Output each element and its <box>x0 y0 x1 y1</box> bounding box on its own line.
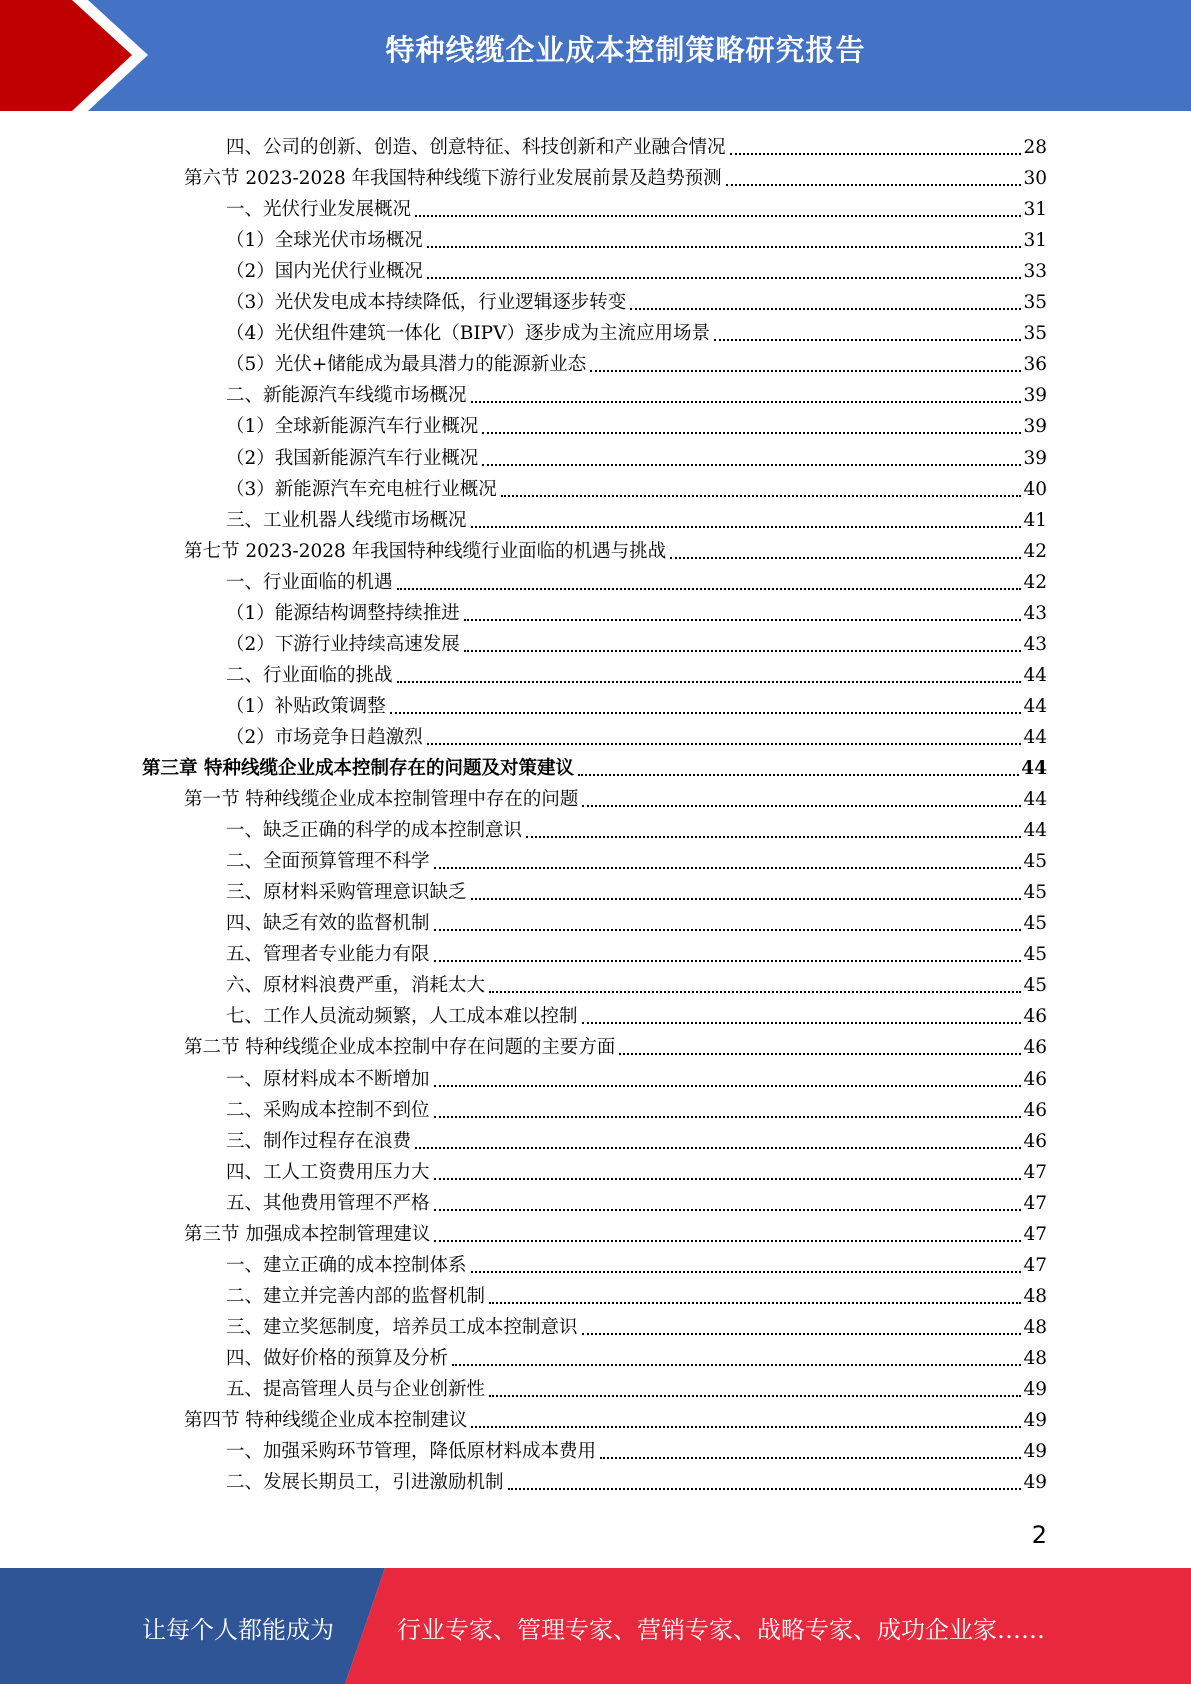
toc-entry-page: 46 <box>1023 1099 1047 1121</box>
toc-entry-page: 47 <box>1023 1223 1047 1245</box>
toc-entry-title: 四、做好价格的预算及分析 <box>226 1347 449 1369</box>
toc-entry-page: 39 <box>1023 447 1047 469</box>
toc-entry-title: 一、行业面临的机遇 <box>226 571 393 593</box>
toc-entry[interactable] <box>184 1401 1047 1432</box>
toc-entry-page: 48 <box>1023 1285 1047 1307</box>
toc-entry-page: 46 <box>1023 1037 1047 1059</box>
toc-entry[interactable] <box>184 532 1047 563</box>
toc-entry-page: 46 <box>1023 1130 1047 1152</box>
toc-leader-dots <box>434 1106 1022 1118</box>
toc-entry-title: （3）光伏发电成本持续降低，行业逻辑逐步转变 <box>226 292 627 314</box>
page-number: 2 <box>1031 1521 1047 1549</box>
toc-entry-title: 一、建立正确的成本控制体系 <box>226 1254 467 1276</box>
toc-leader-dots <box>427 733 1022 745</box>
toc-leader-dots <box>452 1354 1021 1366</box>
toc-entry[interactable] <box>226 1091 1047 1122</box>
toc-entry[interactable] <box>226 1432 1047 1463</box>
toc-entry-page: 47 <box>1023 1192 1047 1214</box>
toc-entry-page: 30 <box>1023 168 1047 190</box>
toc-entry-page: 48 <box>1023 1347 1047 1369</box>
toc-entry[interactable] <box>226 1060 1047 1091</box>
toc-entry-page: 45 <box>1023 913 1047 935</box>
toc-leader-dots <box>434 950 1022 962</box>
toc-entry[interactable] <box>226 314 1047 345</box>
toc-leader-dots <box>582 795 1021 807</box>
toc-entry[interactable] <box>226 1463 1047 1494</box>
toc-entry-page: 45 <box>1023 882 1047 904</box>
toc-entry[interactable] <box>226 718 1047 749</box>
toc-entry[interactable] <box>226 935 1047 966</box>
toc-leader-dots <box>434 1075 1022 1087</box>
toc-leader-dots <box>590 360 1021 372</box>
toc-entry-page: 40 <box>1023 478 1047 500</box>
toc-entry[interactable] <box>226 439 1047 470</box>
footer-slogan-left: 让每个人都能成为 <box>142 1616 334 1644</box>
toc-leader-dots <box>471 888 1022 900</box>
toc-entry[interactable] <box>226 345 1047 376</box>
toc-entry-page: 44 <box>1023 664 1047 686</box>
toc-leader-dots <box>390 702 1022 714</box>
toc-entry[interactable] <box>226 563 1047 594</box>
toc-entry-page: 44 <box>1023 789 1047 811</box>
toc-entry-title: 一、原材料成本不断增加 <box>226 1068 430 1090</box>
toc-entry-title: 三、工业机器人线缆市场概况 <box>226 509 467 531</box>
toc-entry-title: 第七节 2023-2028 年我国特种线缆行业面临的机遇与挑战 <box>184 540 667 562</box>
toc-leader-dots <box>427 267 1022 279</box>
toc-entry[interactable] <box>184 1028 1047 1059</box>
toc-entry-page: 43 <box>1023 602 1047 624</box>
toc-entry-page: 42 <box>1023 540 1047 562</box>
toc-leader-dots <box>434 857 1022 869</box>
toc-entry[interactable] <box>226 407 1047 438</box>
toc-entry-title: （3）新能源汽车充电桩行业概况 <box>226 478 497 500</box>
toc-entry[interactable] <box>226 811 1047 842</box>
toc-entry[interactable] <box>226 128 1047 159</box>
toc-leader-dots <box>427 236 1022 248</box>
toc-entry-title: （1）全球新能源汽车行业概况 <box>226 416 479 438</box>
toc-entry[interactable] <box>226 594 1047 625</box>
toc-entry-page: 36 <box>1023 354 1047 376</box>
header-banner <box>0 0 1191 111</box>
toc-leader-dots <box>578 764 1019 776</box>
toc-leader-dots <box>434 1168 1022 1180</box>
toc-entry-title: （1）补贴政策调整 <box>226 695 386 717</box>
toc-entry[interactable] <box>184 159 1047 190</box>
toc-entry-page: 31 <box>1023 230 1047 252</box>
footer-slogan-right: 行业专家、管理专家、营销专家、战略专家、成功企业家…… <box>397 1616 1045 1644</box>
toc-entry-title: 二、全面预算管理不科学 <box>226 851 430 873</box>
toc-entry-title: 第六节 2023-2028 年我国特种线缆下游行业发展前景及趋势预测 <box>184 168 722 190</box>
toc-entry-title: 一、加强采购环节管理，降低原材料成本费用 <box>226 1441 597 1463</box>
toc-entry-title: 五、其他费用管理不严格 <box>226 1192 430 1214</box>
toc-entry-page: 42 <box>1023 571 1047 593</box>
toc-entry[interactable] <box>226 221 1047 252</box>
toc-leader-dots <box>434 1230 1021 1242</box>
toc-leader-dots <box>471 516 1022 528</box>
toc-entry[interactable] <box>226 1153 1047 1184</box>
toc-leader-dots <box>482 422 1021 434</box>
toc-entry-title: （2）下游行业持续高速发展 <box>226 633 460 655</box>
toc-entry-title: 五、管理者专业能力有限 <box>226 944 430 966</box>
toc-entry-page: 45 <box>1023 851 1047 873</box>
toc-entry[interactable] <box>184 780 1047 811</box>
toc-leader-dots <box>526 826 1021 838</box>
toc-entry-page: 49 <box>1023 1472 1047 1494</box>
toc-entry[interactable] <box>226 501 1047 532</box>
toc-leader-dots <box>726 174 1022 186</box>
toc-entry-title: 第一节 特种线缆企业成本控制管理中存在的问题 <box>184 789 579 811</box>
toc-entry-title: 六、原材料浪费严重，消耗太大 <box>226 975 486 997</box>
toc-leader-dots <box>434 919 1022 931</box>
toc-entry-page: 49 <box>1023 1410 1047 1432</box>
toc-entry-page: 48 <box>1023 1316 1047 1338</box>
toc-leader-dots <box>582 1323 1022 1335</box>
toc-entry[interactable] <box>184 1215 1047 1246</box>
toc-entry[interactable] <box>226 376 1047 407</box>
toc-entry[interactable] <box>226 842 1047 873</box>
toc-entry-page: 43 <box>1023 633 1047 655</box>
toc-entry-title: 五、提高管理人员与企业创新性 <box>226 1379 486 1400</box>
toc-leader-dots <box>464 640 1022 652</box>
toc-entry[interactable] <box>226 625 1047 656</box>
toc-entry-title: 二、建立并完善内部的监督机制 <box>226 1285 486 1307</box>
toc-entry-page: 47 <box>1023 1254 1047 1276</box>
toc-entry-page: 39 <box>1023 416 1047 438</box>
toc-entry-title: （4）光伏组件建筑一体化（BIPV）逐步成为主流应用场景 <box>226 323 710 345</box>
toc-entry-page: 44 <box>1023 726 1047 748</box>
toc-entry-title: （2）我国新能源汽车行业概况 <box>226 447 479 469</box>
toc-entry-page: 44 <box>1021 758 1047 779</box>
toc-leader-dots <box>619 1043 1021 1055</box>
toc-entry[interactable] <box>226 190 1047 221</box>
toc-entry-title: （5）光伏+储能成为最具潜力的能源新业态 <box>226 354 587 376</box>
toc-entry[interactable] <box>226 283 1047 314</box>
toc-entry[interactable] <box>226 1277 1047 1308</box>
toc-entry[interactable] <box>142 749 1047 780</box>
toc-entry-page: 39 <box>1023 385 1047 407</box>
toc-entry-title: 第三节 加强成本控制管理建议 <box>184 1223 431 1245</box>
toc-entry-page: 35 <box>1023 323 1047 345</box>
toc-entry-title: 三、原材料采购管理意识缺乏 <box>226 882 467 904</box>
toc-entry-page: 41 <box>1023 509 1047 531</box>
toc-entry-page: 44 <box>1023 695 1047 717</box>
toc-leader-dots <box>397 578 1022 590</box>
toc-entry[interactable] <box>226 1246 1047 1277</box>
toc-entry-title: 一、缺乏正确的科学的成本控制意识 <box>226 820 523 842</box>
toc-entry[interactable] <box>226 1308 1047 1339</box>
toc-leader-dots <box>501 485 1022 497</box>
toc-entry-page: 45 <box>1023 944 1047 966</box>
toc-entry-title: 二、采购成本控制不到位 <box>226 1099 430 1121</box>
toc-entry-title: （1）能源结构调整持续推进 <box>226 602 460 624</box>
toc-leader-dots <box>471 1261 1022 1273</box>
toc-entry-title: 一、光伏行业发展概况 <box>226 199 412 221</box>
toc-entry[interactable] <box>226 873 1047 904</box>
toc-leader-dots <box>471 391 1022 403</box>
toc-entry-title: 二、发展长期员工，引进激励机制 <box>226 1472 504 1494</box>
toc-entry-page: 31 <box>1023 199 1047 221</box>
toc-entry-page: 49 <box>1023 1441 1047 1463</box>
toc-entry-title: 第二节 特种线缆企业成本控制中存在问题的主要方面 <box>184 1037 616 1059</box>
toc-entry-title: （1）全球光伏市场概况 <box>226 230 423 252</box>
toc-entry-title: 二、新能源汽车线缆市场概况 <box>226 385 467 407</box>
toc-entry-page: 49 <box>1023 1379 1047 1400</box>
toc-entry[interactable] <box>226 1370 1047 1401</box>
toc-leader-dots <box>582 1012 1022 1024</box>
toc-entry-page: 46 <box>1023 1006 1047 1028</box>
toc-entry[interactable] <box>226 1122 1047 1153</box>
toc-leader-dots <box>482 454 1021 466</box>
toc-entry-title: 第四节 特种线缆企业成本控制建议 <box>184 1410 468 1432</box>
toc-leader-dots <box>670 547 1021 559</box>
toc-entry[interactable] <box>226 966 1047 997</box>
toc-leader-dots <box>471 1416 1021 1428</box>
toc-entry-title: 二、行业面临的挑战 <box>226 664 393 686</box>
toc-entry-page: 35 <box>1023 292 1047 314</box>
toc-entry-title: 七、工作人员流动频繁，人工成本难以控制 <box>226 1006 578 1028</box>
toc-entry-title: 四、缺乏有效的监督机制 <box>226 913 430 935</box>
toc-leader-dots <box>397 671 1022 683</box>
toc-entry-page: 47 <box>1023 1161 1047 1183</box>
toc-entry-title: （2）市场竞争日趋激烈 <box>226 726 423 748</box>
toc-entry[interactable] <box>226 656 1047 687</box>
toc-entry-title: 四、公司的创新、创造、创意特征、科技创新和产业融合情况 <box>226 137 726 158</box>
toc-leader-dots <box>630 298 1021 310</box>
toc-leader-dots <box>415 205 1021 217</box>
toc-leader-dots <box>464 609 1022 621</box>
toc-entry-title: 三、制作过程存在浪费 <box>226 1130 412 1152</box>
toc-entry-page: 28 <box>1023 137 1047 158</box>
toc-leader-dots <box>714 329 1021 341</box>
toc-leader-dots <box>489 1292 1021 1304</box>
toc-leader-dots <box>415 1137 1021 1149</box>
toc-entry[interactable] <box>226 1184 1047 1215</box>
toc-entry[interactable] <box>226 997 1047 1028</box>
toc-entry-page: 46 <box>1023 1068 1047 1090</box>
toc-entry[interactable] <box>226 904 1047 935</box>
toc-leader-dots <box>489 1385 1021 1397</box>
footer-banner <box>0 1568 1191 1684</box>
toc-leader-dots <box>508 1478 1022 1490</box>
toc-entry-title: 三、建立奖惩制度，培养员工成本控制意识 <box>226 1316 578 1338</box>
toc-entry-page: 45 <box>1023 975 1047 997</box>
toc-entry[interactable] <box>226 252 1047 283</box>
toc-entry-title: 四、工人工资费用压力大 <box>226 1161 430 1183</box>
toc-entry[interactable] <box>226 687 1047 718</box>
toc-entry-title: （2）国内光伏行业概况 <box>226 261 423 283</box>
toc-leader-dots <box>730 143 1022 155</box>
report-title: 特种线缆企业成本控制策略研究报告 <box>385 33 866 67</box>
toc-entry-title: 第三章 特种线缆企业成本控制存在的问题及对策建议 <box>142 758 574 779</box>
toc-leader-dots <box>434 1199 1022 1211</box>
toc-entry-page: 33 <box>1023 261 1047 283</box>
toc-entry-page: 44 <box>1023 820 1047 842</box>
toc-entry[interactable] <box>226 1339 1047 1370</box>
toc-leader-dots <box>600 1447 1021 1459</box>
toc-leader-dots <box>489 981 1021 993</box>
toc-entry[interactable] <box>226 470 1047 501</box>
